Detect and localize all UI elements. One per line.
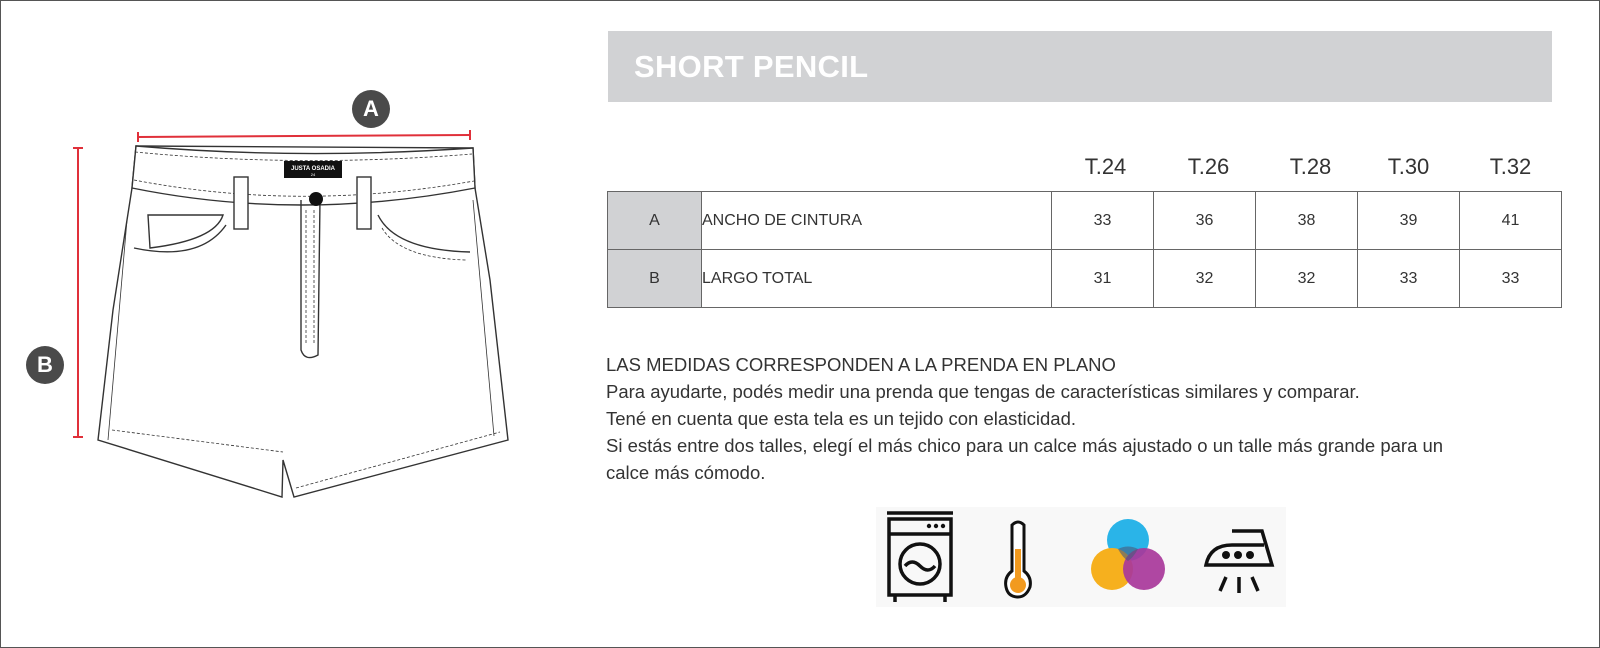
- measure-line-a: [138, 130, 470, 142]
- size-header-t24: T.24: [1084, 154, 1127, 179]
- row-key: A: [608, 192, 702, 250]
- shorts-outline: [98, 146, 508, 497]
- cell-value: 36: [1154, 192, 1256, 250]
- cell-value: 31: [1052, 250, 1154, 308]
- measure-line-b: [73, 148, 83, 437]
- page-title: SHORT PENCIL: [634, 49, 869, 84]
- size-header-t32: T.32: [1489, 154, 1532, 179]
- cell-value: 32: [1154, 250, 1256, 308]
- marker-b: B: [26, 346, 64, 384]
- brand-label-text: JUSTA OSADIA: [290, 166, 336, 172]
- color-circles-icon: [1088, 516, 1168, 596]
- care-icons: [876, 507, 1286, 607]
- cell-value: 33: [1052, 192, 1154, 250]
- thermometer-icon: [998, 519, 1038, 599]
- cell-value: 39: [1358, 192, 1460, 250]
- shorts-illustration: [0, 0, 560, 648]
- row-label: LARGO TOTAL: [702, 250, 1052, 308]
- cell-value: 32: [1256, 250, 1358, 308]
- iron-icon: [1202, 517, 1282, 597]
- table-row: [608, 250, 1562, 308]
- cell-value: 38: [1256, 192, 1358, 250]
- size-header-t30: T.30: [1387, 154, 1430, 179]
- washing-machine-icon: [885, 510, 955, 604]
- note-line: Si estás entre dos talles, elegí el más chico para un calce más ajustado o un talle más grande para un: [606, 435, 1444, 456]
- cell-value: 33: [1358, 250, 1460, 308]
- size-header-t26: T.26: [1187, 154, 1230, 179]
- marker-a: A: [352, 90, 390, 128]
- button-icon: [309, 192, 323, 206]
- note-line: calce más cómodo.: [606, 462, 766, 483]
- note-line: Para ayudarte, podés medir una prenda que tengas de características similares y comparar.: [606, 381, 1360, 402]
- cell-value: 33: [1460, 250, 1562, 308]
- brand-label-sub: 24: [310, 172, 316, 177]
- size-notes: [606, 351, 1526, 486]
- table-row: [608, 192, 1562, 250]
- row-key: B: [608, 250, 702, 308]
- garment-diagram: [0, 0, 560, 648]
- note-heading: LAS MEDIDAS CORRESPONDEN A LA PRENDA EN PLANO: [606, 354, 1116, 375]
- cell-value: 41: [1460, 192, 1562, 250]
- note-line: Tené en cuenta que esta tela es un tejido con elasticidad.: [606, 408, 1077, 429]
- title-bar: [608, 31, 1552, 102]
- row-label: ANCHO DE CINTURA: [702, 192, 1052, 250]
- size-header-t28: T.28: [1289, 154, 1332, 179]
- size-table: [607, 191, 1562, 308]
